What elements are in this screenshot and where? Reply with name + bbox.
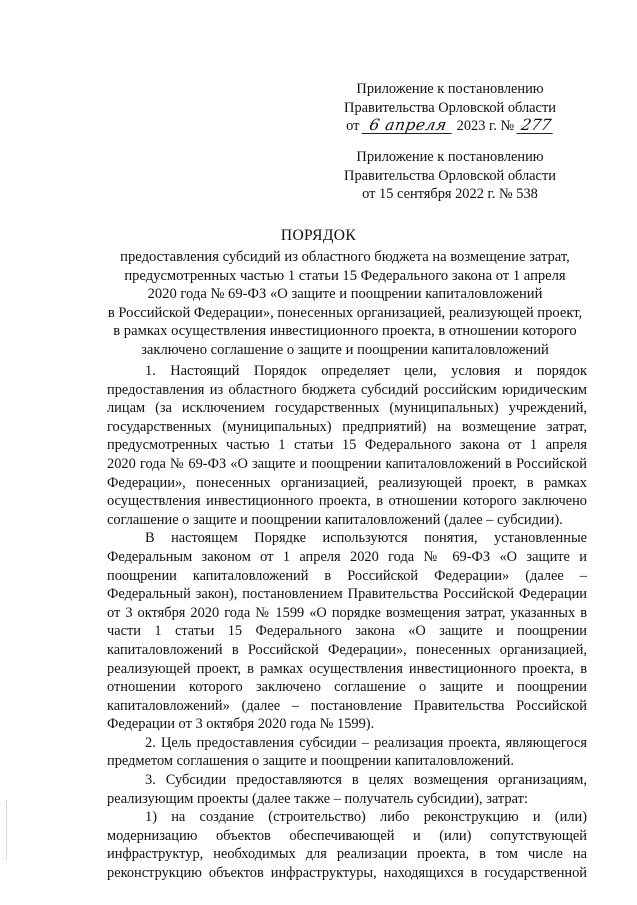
approval-line-1: Приложение к постановлению: [356, 81, 544, 97]
subtitle-line: заключено соглашение о защите и поощрении капиталовложений: [141, 341, 549, 358]
body-line: части 1 статьи 15 Федерального закона «О защите и поощрении: [107, 623, 587, 640]
approval-date-line: [300, 117, 600, 136]
body-line: государственных (муниципальных) предприятий) на возмещение затрат,: [107, 418, 587, 435]
body-line: соглашение о защите и поощрении капиталовложений (далее – субсидии).: [107, 511, 563, 528]
body-line: поощрении капиталовложений в Российской Федерации» (далее –: [107, 567, 587, 584]
approval-prev-line-3: от 15 сентября 2022 г. № 538: [362, 186, 538, 202]
approval-prev-line-1: Приложение к постановлению: [356, 149, 544, 165]
body-line: 1. Настоящий Порядок определяет цели, условия и порядок: [145, 363, 587, 379]
body-line: от 3 октября 2020 года № 1599 «О порядке возмещения затрат, указанных в: [107, 604, 587, 621]
handwritten-date: 6 апреля: [362, 118, 455, 134]
body-line: 3. Субсидии предоставляются в целях возмещения организациям,: [145, 772, 587, 789]
body-line: реконструкцию объектов инфраструктуры, находящихся в государственной: [107, 865, 587, 882]
subtitle-line: в Российской Федерации», понесенных организацией, реализующей проект,: [107, 304, 583, 321]
body-line: 2020 года № 69-ФЗ «О защите и поощрении капиталовложений в Российской: [107, 455, 587, 472]
body-line: 1) на создание (строительство) либо реконструкцию и (или): [145, 809, 587, 826]
margin-scan-mark: [6, 800, 9, 860]
body-line: модернизацию объектов обеспечивающей и (или) сопутствующей: [107, 827, 587, 844]
approval-prev-line-2: Правительства Орловской области: [344, 167, 556, 184]
body-line: предусмотренных частью 1 статьи 15 Федерального закона от 1 апреля: [107, 437, 587, 454]
body-line: 2. Цель предоставления субсидии – реализация проекта, являющегося: [145, 734, 587, 751]
document-body: [107, 362, 587, 883]
body-line: отношении которого заключено соглашение о защите и поощрении: [107, 679, 587, 696]
approval-prefix: от: [346, 118, 360, 134]
body-line: капиталовложений в Российской Федерации», понесенных организацией,: [107, 641, 587, 658]
handwritten-number: 277: [516, 118, 555, 134]
approval-middle: 2023 г. №: [456, 118, 515, 134]
approval-stamp-previous: [300, 148, 600, 204]
body-line: лицам (за исключением государственных (муниципальных) учреждений,: [107, 400, 587, 417]
approval-stamp-current: [300, 80, 600, 136]
body-line: Федеральным законом от 1 апреля 2020 года № 69-ФЗ «О защите и: [107, 548, 587, 565]
body-line: предметом соглашения о защите и поощрении капиталовложений.: [107, 753, 514, 770]
body-line: инфраструктур, необходимых для реализации проекта, в том числе на: [107, 846, 587, 863]
subtitle-line: 2020 года № 69-ФЗ «О защите и поощрении капиталовложений: [147, 286, 543, 303]
body-line: В настоящем Порядке используются понятия, установленные: [145, 530, 587, 547]
subtitle-line: в рамках осуществления инвестиционного проекта, в отношении которого: [113, 323, 577, 340]
approval-line-2: Правительства Орловской области: [344, 99, 556, 116]
body-line: Федерации от 3 октября 2020 года № 1599).: [107, 716, 375, 733]
body-line: предоставления из областного бюджета субсидий российским юридическим: [107, 381, 587, 398]
document-title: ПОРЯДОК: [280, 227, 357, 244]
document-subtitle: [100, 248, 590, 360]
subtitle-line: предоставления субсидий из областного бюджета на возмещение затрат,: [120, 249, 570, 265]
body-line: Федерации», понесенных организацией, реализующей проект, в рамках: [107, 474, 587, 491]
subtitle-line: предусмотренных частью 1 статьи 15 Федерального закона от 1 апреля: [124, 267, 566, 284]
body-line: осуществления инвестиционного проекта, в отношении которого заключено: [107, 493, 587, 510]
body-line: реализующей проект, в рамках осуществления инвестиционного проекта, в: [107, 660, 587, 677]
body-line: капиталовложений» (далее – постановление Правительства Российской: [107, 697, 587, 714]
body-line: реализующим проекты (далее также – получатель субсидии), затрат:: [107, 790, 528, 807]
body-line: Федеральный закон), постановлением Правительства Российской Федерации: [107, 586, 587, 603]
